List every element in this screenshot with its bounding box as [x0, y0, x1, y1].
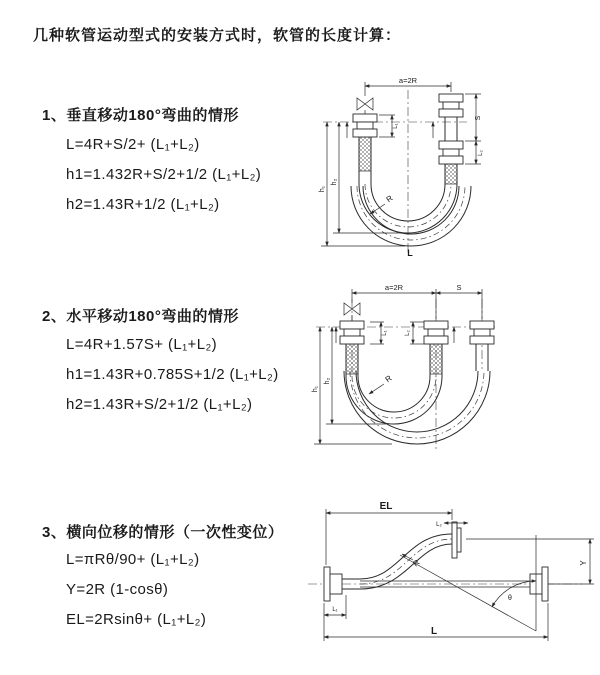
dim-label-l2: L₂: [478, 150, 484, 156]
diagram-vertical-movement-180-bend: [313, 74, 600, 262]
section-1-formula-h1: h1=1.432R+S/2+1/2 (L₁+L₂): [66, 166, 262, 183]
dim-label-a2r: a=2R: [398, 76, 418, 85]
section-1-heading: 1、垂直移动180°弯曲的情形: [42, 107, 239, 124]
dim-label-a2r: a=2R: [384, 283, 404, 292]
dim-label-h1: h₁: [319, 185, 326, 193]
right-flange-upper: [439, 94, 463, 141]
section-2-formula-h2: h2=1.43R+S/2+1/2 (L₁+L₂): [66, 396, 253, 413]
section-3-formula-Y: Y=2R (1-cosθ): [66, 581, 169, 598]
dim-label-r: R: [411, 557, 422, 569]
dim-label-h2: h₂: [331, 178, 338, 186]
dim-label-l2: L₂: [436, 522, 442, 528]
page-title: 几种软管运动型式的安装方式时，软管的长度计算：: [33, 27, 402, 44]
dim-label-r: R: [383, 373, 394, 385]
section-3-heading: 3、横向位移的情形（一次性变位）: [42, 524, 284, 541]
valve-icon: [357, 98, 373, 114]
section-2-heading: 2、水平移动180°弯曲的情形: [42, 308, 239, 325]
diagram-horizontal-movement-180-bend: [306, 281, 598, 468]
diagram-lateral-displacement: [296, 497, 600, 650]
dimensions: [324, 501, 594, 641]
dimensions: [312, 283, 482, 444]
angle-label-theta: θ: [508, 595, 512, 602]
dim-label-el: EL: [379, 501, 393, 512]
displaced-hose: [360, 522, 461, 589]
dim-label-r: R: [384, 193, 395, 205]
section-1-formula-L: L=4R+S/2+ (L₁+L₂): [66, 136, 200, 153]
hose-u-bend: [344, 344, 490, 444]
section-2-formula-h1: h1=1.43R+0.785S+1/2 (L₁+L₂): [66, 366, 279, 383]
dim-label-l1: L₁: [332, 607, 338, 613]
dim-label-h2: h₂: [324, 377, 331, 385]
dim-label-l: L: [407, 248, 413, 258]
angle-construction: [400, 535, 536, 631]
dim-label-s: S: [456, 283, 462, 292]
dim-label-l: L: [430, 626, 438, 637]
dim-label-h1: h₁: [312, 385, 319, 393]
dim-label-l1: L₁: [382, 330, 388, 336]
dim-label-s: S: [475, 115, 482, 121]
right-flange-lower: [439, 141, 463, 164]
section-1-formula-h2: h2=1.43R+1/2 (L₁+L₂): [66, 196, 220, 213]
dim-label-y: Y: [579, 560, 588, 566]
dim-label-l2: L₂: [405, 330, 411, 336]
dim-label-l1: L₁: [393, 123, 399, 129]
right-flange: [470, 321, 494, 344]
left-flange: [353, 114, 377, 137]
section-3-formula-EL: EL=2Rsinθ+ (L₁+L₂): [66, 611, 207, 628]
section-3-formula-L: L=πRθ/90+ (L₁+L₂): [66, 551, 200, 568]
section-2-formula-L: L=4R+1.57S+ (L₁+L₂): [66, 336, 218, 353]
middle-flange: [424, 321, 448, 344]
left-flange: [340, 321, 364, 344]
